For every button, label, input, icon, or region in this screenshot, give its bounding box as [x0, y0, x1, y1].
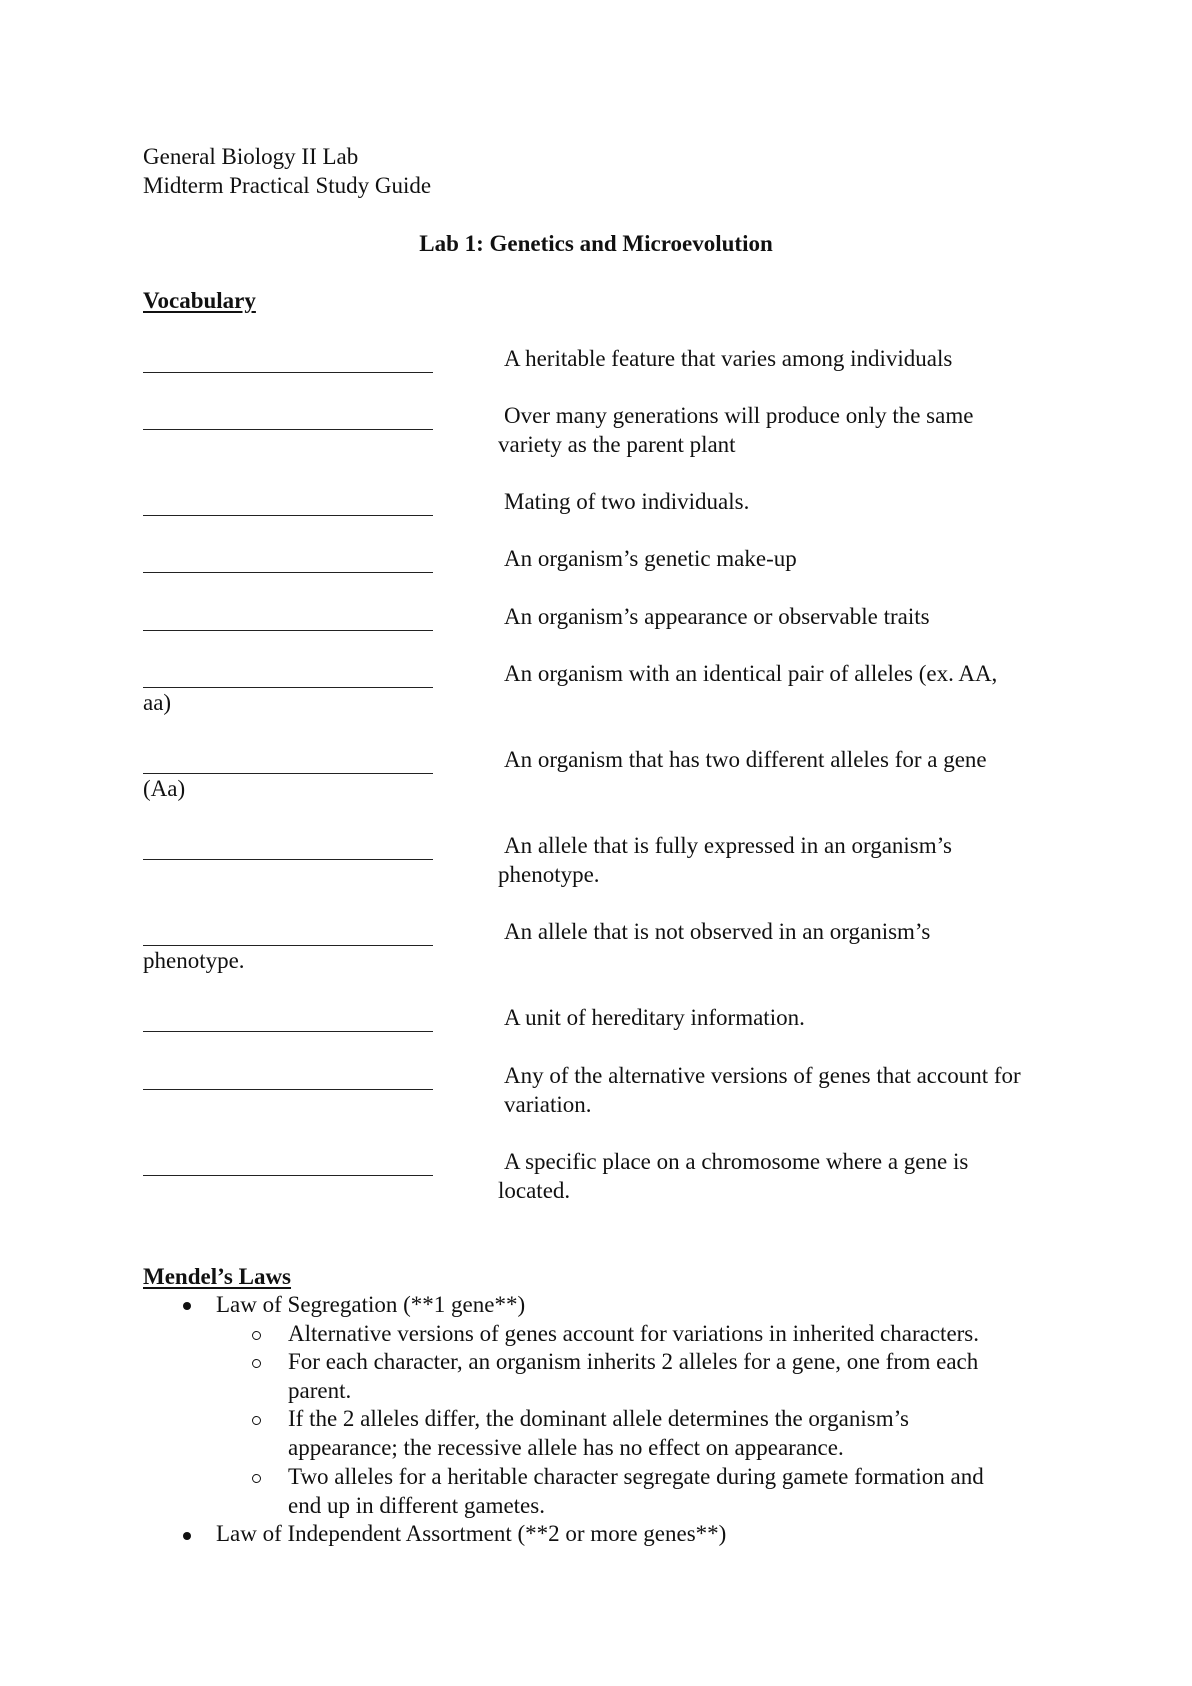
answer-blank[interactable]: [143, 773, 433, 774]
answer-blank[interactable]: [143, 1089, 433, 1090]
circle-bullet-icon: [252, 1331, 261, 1340]
document-title: Midterm Practical Study Guide: [143, 173, 432, 198]
vocab-definition: Over many generations will produce only the same variety as the parent plant: [498, 403, 974, 457]
vocab-definition: An organism that has two different alleles for a gene: [504, 747, 987, 772]
law-of-independent-assortment: Law of Independent Assortment (**2 or more genes**): [216, 1521, 727, 1546]
segregation-point-continued: parent.: [288, 1378, 352, 1403]
vocab-definition: An organism with an identical pair of alleles (ex. AA,: [504, 661, 998, 686]
answer-blank[interactable]: [143, 945, 433, 946]
vocab-definition: An allele that is fully expressed in an organism’s phenotype.: [498, 833, 952, 887]
answer-blank[interactable]: [143, 1031, 433, 1032]
law-of-segregation: Law of Segregation (**1 gene**): [216, 1292, 526, 1317]
answer-blank[interactable]: [143, 572, 433, 573]
vocab-definition-wrap: aa): [143, 690, 172, 715]
segregation-point: If the 2 alleles differ, the dominant allele determines the organism’s: [288, 1406, 909, 1431]
vocab-definition-wrap: (Aa): [143, 776, 186, 801]
segregation-point: For each character, an organism inherits 2 alleles for a gene, one from each: [288, 1349, 979, 1374]
answer-blank[interactable]: [143, 1175, 433, 1176]
vocab-definition: An organism’s genetic make-up: [504, 546, 797, 571]
circle-bullet-icon: [252, 1474, 261, 1483]
vocab-definition-wrap: phenotype.: [143, 948, 245, 973]
segregation-point-continued: end up in different gametes.: [288, 1493, 545, 1518]
vocab-definition: A unit of hereditary information.: [504, 1005, 805, 1030]
circle-bullet-icon: [252, 1359, 261, 1368]
bullet-icon: [183, 1302, 191, 1310]
vocab-definition: Any of the alternative versions of genes that account for variation.: [504, 1063, 1021, 1117]
answer-blank[interactable]: [143, 687, 433, 688]
vocab-definition: An allele that is not observed in an organism’s: [504, 919, 931, 944]
answer-blank[interactable]: [143, 372, 433, 373]
answer-blank[interactable]: [143, 429, 433, 430]
vocab-definition: An organism’s appearance or observable traits: [504, 604, 930, 629]
answer-blank[interactable]: [143, 859, 433, 860]
course-title: General Biology II Lab: [143, 144, 359, 169]
segregation-point: Two alleles for a heritable character segregate during gamete formation and: [288, 1464, 984, 1489]
segregation-point: Alternative versions of genes account for variations in inherited characters.: [288, 1321, 980, 1346]
bullet-icon: [183, 1532, 191, 1540]
vocab-definition: Mating of two individuals.: [504, 489, 750, 514]
vocab-definition: A heritable feature that varies among individuals: [504, 346, 953, 371]
lab-title: Lab 1: Genetics and Microevolution: [419, 231, 773, 256]
answer-blank[interactable]: [143, 515, 433, 516]
vocab-definition: A specific place on a chromosome where a gene is located.: [498, 1149, 969, 1203]
vocabulary-heading: Vocabulary: [143, 288, 256, 313]
circle-bullet-icon: [252, 1416, 261, 1425]
segregation-point-continued: appearance; the recessive allele has no effect on appearance.: [288, 1435, 844, 1460]
answer-blank[interactable]: [143, 630, 433, 631]
mendels-laws-heading: Mendel’s Laws: [143, 1264, 292, 1289]
